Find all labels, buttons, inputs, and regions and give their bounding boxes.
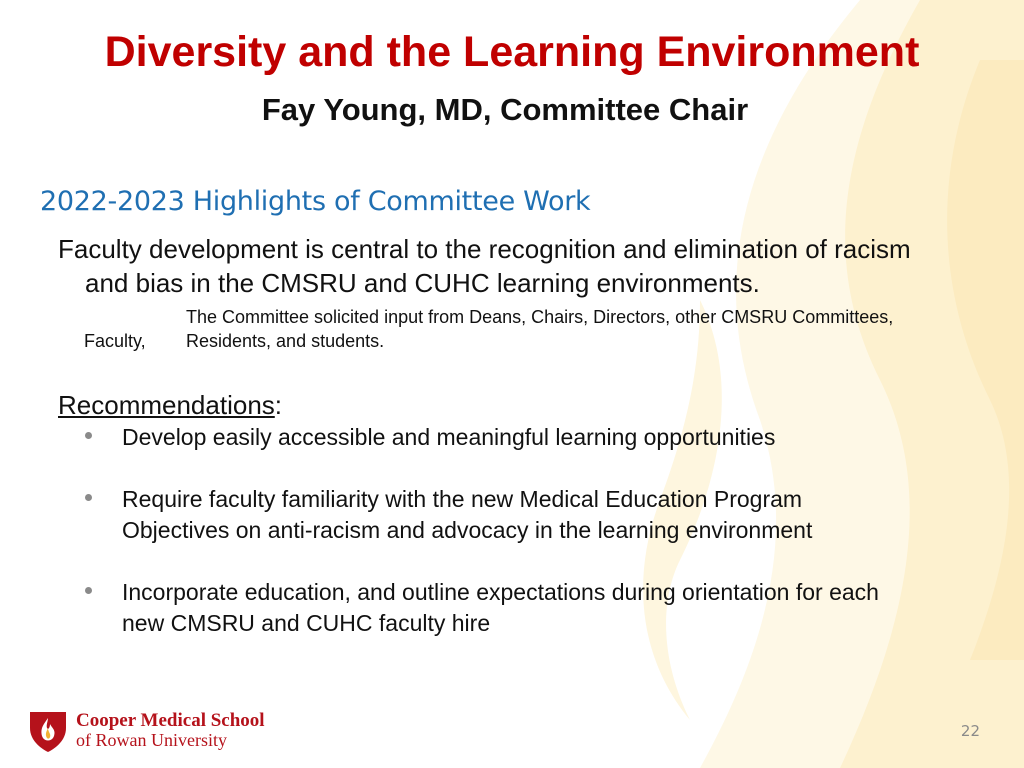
flame-shield-icon — [26, 708, 70, 754]
lead-line-2: and bias in the CMSRU and CUHC learning environments. — [85, 268, 760, 298]
page-number: 22 — [960, 722, 980, 740]
bullet-dot-icon — [85, 494, 92, 501]
note-line-1: The Committee solicited input from Deans, Chairs, Directors, other CMSRU Committees, — [186, 307, 894, 327]
slide-title: Diversity and the Learning Environment — [104, 28, 920, 76]
bullet-dot-icon — [85, 587, 92, 594]
school-logo — [26, 708, 276, 754]
note-line-2-prefix: Faculty, — [84, 331, 146, 351]
bullet-dot-icon — [85, 432, 92, 439]
section-heading: 2022-2023 Highlights of Committee Work — [40, 186, 591, 217]
recommendations-label — [58, 390, 282, 421]
recommendations-colon: : — [274, 390, 283, 420]
slide-subtitle: Fay Young, MD, Committee Chair — [261, 92, 749, 127]
list-item-3-line-2: new CMSRU and CUHC faculty hire — [122, 610, 491, 636]
list-item-1-line-1: Develop easily accessible and meaningful learning opportunities — [122, 424, 776, 450]
note-line-2: Residents, and students. — [186, 331, 385, 351]
recommendations-label-text: Recommendations — [58, 390, 275, 420]
list-item-2-line-1: Require faculty familiarity with the new Medical Education Program — [122, 486, 803, 512]
list-item-2-line-2: Objectives on anti-racism and advocacy in the learning environment — [122, 517, 813, 543]
logo-text-line-1: Cooper Medical School — [76, 710, 265, 731]
logo-text-line-2: of Rowan University — [76, 730, 227, 750]
list-item-3-line-1: Incorporate education, and outline expectations during orientation for each — [122, 579, 879, 605]
lead-paragraph — [58, 232, 998, 300]
lead-line-1: Faculty development is central to the recognition and elimination of racism — [58, 234, 911, 264]
